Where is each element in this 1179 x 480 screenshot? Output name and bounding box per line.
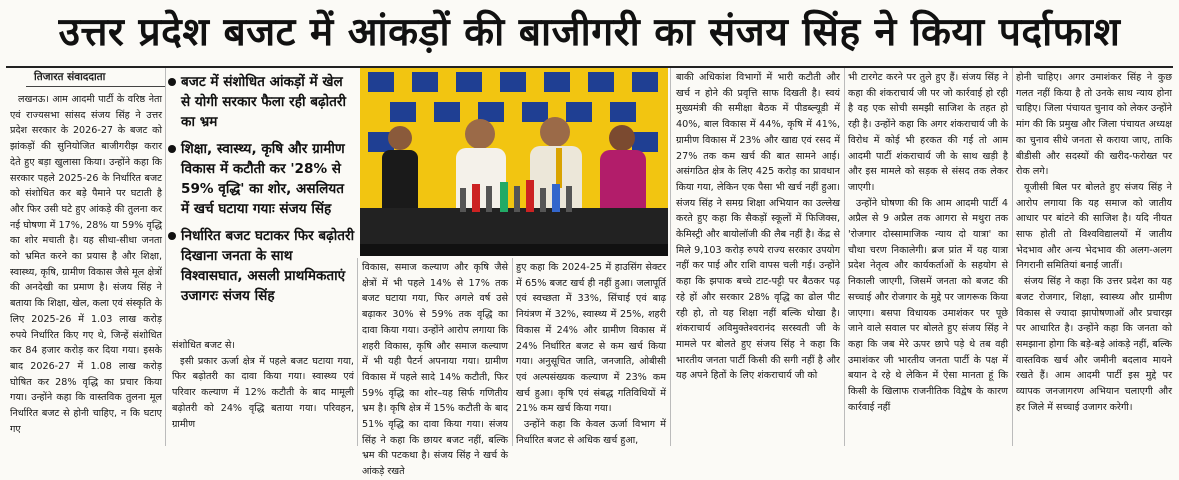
paragraph: संशोधित बजट से। bbox=[172, 340, 235, 351]
column-divider bbox=[844, 68, 845, 446]
paragraph: लखनऊ। आम आदमी पार्टी के वरिष्ठ नेता एवं राज्यसभा सांसद संजय सिंह ने उत्तर प्रदेश सरकार के 2026-27 के बजट को झांकड़ों की सुनियोजित बाजीगरीझ करार देते हुए बड़ा खुलासा किया। उन्होंने कहा कि सरकार पहले 2025-26 के निर्धारित बजट को संशोधित कर बड़े पैमाने पर घटाती है और फिर उसी घटे हुए आंकड़े की तुलना कर नई घोषणा में 17%, 28% या 59% वृद्धि का शोर मचाती है। यह सीधा-सीधा जनता को भ्रमित करने का प्रयास है और शिक्षा, स्वास्थ्य, कृषि, ग्रामीण विकास जैसे मूल क्षेत्रों की अनदेखी का प्रमाण है। संजय सिंह ने बताया कि शिक्षा, खेल, कला एवं संस्कृति के लिए 2025-26 में 1.03 लाख करोड़ रुपये निर्धारित किए गए थे, जिन्हें संशोधित कर 84 हजार करोड़ कर दिया गया। इसके बाद 2026-27 में 1.08 लाख करोड़ घोषित कर 28% वृद्धि का प्रचार किया गया। उन्होंने कहा कि वास्तविक तुलना मूल निर्धारित बजट से होनी चाहिए, न कि घटाए गए bbox=[10, 94, 162, 435]
byline-underline bbox=[26, 86, 166, 87]
article-column-3 bbox=[516, 260, 666, 444]
headline: उत्तर प्रदेश बजट में आंकड़ों की बाजीगरी का संजय सिंह ने किया पर्दाफाश bbox=[58, 10, 1121, 55]
column-divider bbox=[512, 258, 513, 446]
paragraph: इसी प्रकार ऊर्जा क्षेत्र में पहले बजट घटाया गया, फिर बढ़ोतरी का दावा किया गया। स्वास्थ्य एवं परिवार कल्याण में 12% कटौती के बाद मामूली बढ़ोतरी को 24% वृद्धि बताया गया। परिवहन, ग्रामीण bbox=[172, 355, 354, 430]
paragraph: होनी चाहिए। अगर उमाशंकर सिंह ने कुछ गलत नहीं किया है तो उनके साथ न्याय होना चाहिए। जिला पंचायत चुनाव को लेकर उन्होंने मांग की कि प्रमुख और जिला पंचायत अध्यक्ष का चुनाव सीधे जनता से कराया जाए, ताकि बीडीसी और सदस्यों की खरीद-फरोख्त पर रोक लगे। bbox=[1016, 72, 1172, 178]
highlight-point: निर्धारित बजट घटाकर फिर बढ़ोतरी दिखाना जनता के साथ विश्वासघात, असली प्राथमिकताएं उजागरः संजय सिंह bbox=[168, 226, 356, 306]
paragraph: उन्होंने कहा कि केवल ऊर्जा विभाग में निर्धारित बजट से अधिक खर्च हुआ, bbox=[516, 419, 666, 446]
highlight-point: शिक्षा, स्वास्थ्य, कृषि और ग्रामीण विकास में कटौती कर '28% से 59% वृद्धि' का शोर, असलियत में खर्च घटाया गयाः संजय सिंह bbox=[168, 139, 356, 219]
paragraph: विकास, समाज कल्याण और कृषि जैसे क्षेत्रों में भी पहले 14% से 17% तक बजट घटाया गया, फिर अगले वर्ष उसे बढ़ाकर 30% से 59% तक वृद्धि का दावा किया गया। उन्होंने आरोप लगाया कि शहरी विकास, कृषि और समाज कल्याण में भी यही पैटर्न अपनाया गया। ग्रामीण विकास में पहले सादे 14% कटौती, फिर 59% वृद्धि का शोर–यह सिर्फ गणितीय भ्रम है। कृषि क्षेत्र में 15% कटौती के बाद 51% वृद्धि का दावा किया गया। संजय सिंह ने कहा कि छायर बजट नहीं, बल्कि भ्रम की पटकथा है। संजय सिंह ने खर्च के आंकड़े रखते bbox=[362, 262, 508, 478]
article-column-5 bbox=[848, 70, 1008, 444]
column-divider bbox=[1012, 68, 1013, 446]
column-divider bbox=[165, 68, 166, 446]
bullet-icon bbox=[168, 232, 176, 240]
article-column-4 bbox=[676, 70, 840, 444]
bullet-icon bbox=[168, 145, 176, 153]
press-conference-photo bbox=[360, 68, 668, 256]
article-column-6 bbox=[1016, 70, 1172, 444]
paragraph: भी टारगेट करने पर तुले हुए हैं। संजय सिंह ने कहा की शंकराचार्य जी पर जो कार्रवाई हो रही है वह एक सोची समझी साजिश के तहत हो रही है। उन्होंने कहा कि अगर शंकराचार्य जी के विरोध में कोई भी हरकत की गई तो आम आदमी पार्टी शंकराचार्य जी के साथ खड़ी है और इस मामले को सड़क से संसद तक लेकर जाएगी। bbox=[848, 72, 1008, 193]
column-divider bbox=[357, 258, 358, 446]
highlight-points bbox=[168, 66, 356, 366]
column-divider bbox=[670, 68, 671, 446]
photo-illustration bbox=[360, 68, 668, 256]
paragraph: बाकी अधिकांश विभागों में भारी कटौती और खर्च न होने की प्रवृत्ति साफ दिखती है। स्वयं मुख्यमंत्री की समीक्षा बैठक में पीडब्ल्यूडी में 40%, बाल विकास में 44%, कृषि में 41%, ग्रामीण विकास में 23% और खाद्य एवं रसद में 27% तक कम खर्च की बात सामने आई। असंगठित क्षेत्र के लिए 425 करोड़ का प्रावधान किया गया, लेकिन एक पैसा भी खर्च नहीं हुआ। संजय सिंह ने समग्र शिक्षा अभियान का उल्लेख करते हुए कहा कि सैकड़ों स्कूलों में फिजिक्स, केमिस्ट्री और बायोलॉजी की लैब नहीं है। केंद्र से मिले 9,103 करोड़ रुपये राज्य सरकार उपयोग नहीं कर पाई और राशि वापस चली गई। उन्होंने कहा कि झपाक बच्चे टाट-पट्टी पर बैठकर पढ़ रहे हों और सरकार 28% वृद्धि का ढोल पीट रही हो, तो यह शिक्षा नहीं बल्कि धोखा है। शंकराचार्य अविमुक्तेश्वरानंद सरस्वती जी के मामले पर बोलते हुए संजय सिंह ने कहा कि भारतीय जनता पार्टी किसी की सगी नहीं है और यह अपने हितों के लिए शंकराचार्य जी को bbox=[676, 72, 840, 382]
paragraph: उन्होंने घोषणा की कि आम आदमी पार्टी 4 अप्रैल से 9 अप्रैल तक आगरा से मथुरा तक 'रोजगार दोस्सामाजिक न्याय दो यात्रा' का चौथा चरण निकालेगी। ब्रज प्रांत में यह यात्रा प्रदेश नेतृत्व और कार्यकर्ताओं के सहयोग से निकाली जाएगी, जिसमें जनता को बजट की सच्चाई और रोजगार के मुद्दे पर जागरूक किया जाएगा। बसपा विधायक उमाशंकर पर पूछे जाने वाले सवाल पर बोलते हुए संजय सिंह ने कहा कि जब मेरे ऊपर छापे पड़े थे तब वही उमाशंकर जी भारतीय जनता पार्टी के पक्ष में बयान दे रहे थे लेकिन में ऐसा मानता हूं कि किसी के खिलाफ राजनीतिक विद्वेष के कारण कार्रवाई नहीं bbox=[848, 197, 1008, 413]
byline: तिजारत संवाददाता bbox=[34, 71, 106, 83]
paragraph: हुए कहा कि 2024-25 में हाउसिंग सेक्टर में 65% बजट खर्च ही नहीं हुआ। जलापूर्ति एवं स्वच्छता में 33%, सिंचाई एवं बाढ़ नियंत्रण में 32%, स्वास्थ्य में 25%, शहरी विकास में 24% और ग्रामीण विकास में 24% निर्धारित बजट से कम खर्च किया गया। अनुसूचित जाति, जनजाति, ओबीसी एवं अल्पसंख्यक कल्याण में 23% कम खर्च हुआ। कृषि एवं संबद्ध गतिविधियों में 21% कम खर्च किया गया। bbox=[516, 262, 666, 415]
article-column-2a bbox=[172, 338, 354, 444]
paragraph: यूजीसी बिल पर बोलते हुए संजय सिंह ने आरोप लगाया कि यह समाज को जातीय आधार पर बांटने की साजिश है। यदि नीयत साफ होती तो विश्वविद्यालयों में जातीय भेदभाव और अन्य भेदभाव की अलग-अलग निगरानी समितियां बनाई जातीं। bbox=[1016, 181, 1172, 272]
bullet-icon bbox=[168, 78, 176, 86]
paragraph: संजय सिंह ने कहा कि उत्तर प्रदेश का यह बजट रोजगार, शिक्षा, स्वास्थ्य और ग्रामीण विकास से ज्यादा झापोषणाओं और प्रचारझ पर आधारित है। उन्होंने कहा कि जनता को समझाना होगा कि बड़े-बड़े आंकड़े नहीं, बल्कि वास्तविक खर्च और जमीनी बदलाव मायने रखते हैं। आम आदमी पार्टी इस मुद्दे पर व्यापक जनजागरण अभियान चलाएगी और हर जिले में सच्चाई उजागर करेगी। bbox=[1016, 276, 1172, 413]
highlight-point: बजट में संशोधित आंकड़ों में खेल से योगी सरकार फैला रही बढ़ोतरी का भ्रम bbox=[168, 72, 356, 132]
article-column-2b bbox=[362, 260, 508, 478]
article-column-1 bbox=[10, 92, 162, 444]
